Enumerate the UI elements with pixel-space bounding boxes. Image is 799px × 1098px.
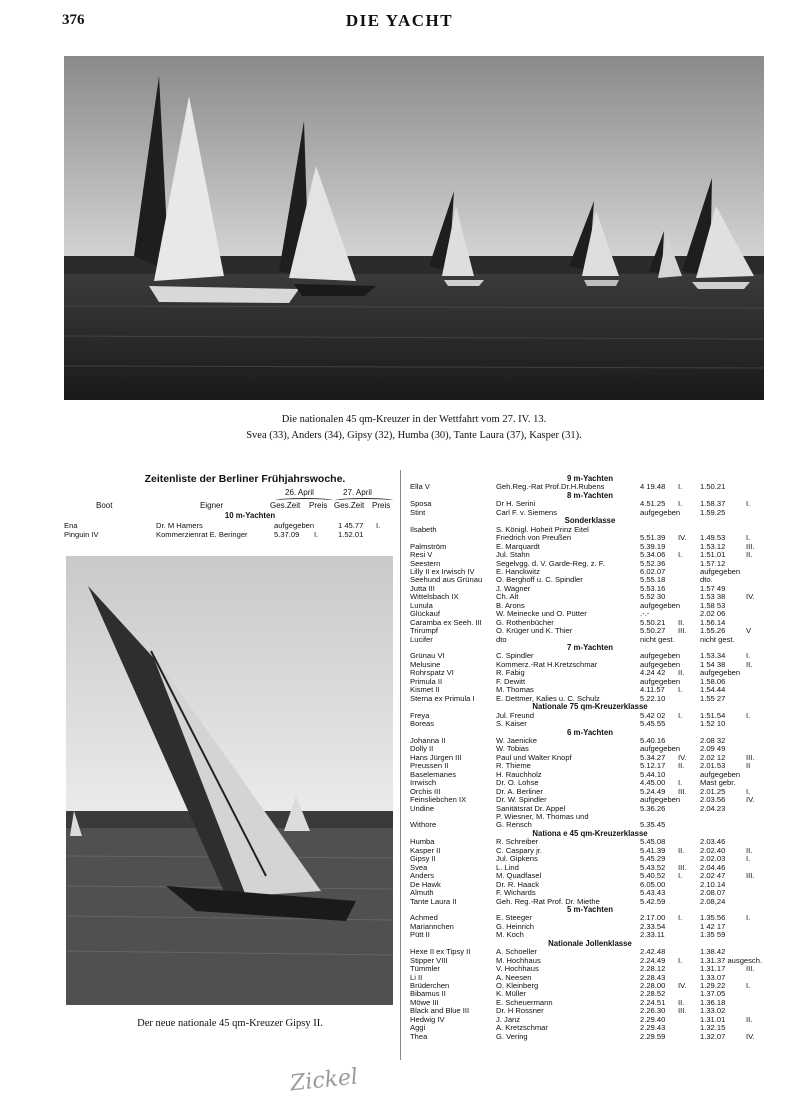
time-day1: 2.29.59 [640, 1031, 666, 1041]
owner: W. Meinecke und O. Pütter [496, 609, 587, 619]
place-day1: III. [678, 626, 687, 636]
time-day1: 5.44.10 [640, 769, 666, 779]
time-day2: 2.02 06 [700, 609, 726, 619]
time-day1: 5.50.27 [640, 626, 666, 636]
time-day2: aufgegeben [700, 668, 741, 678]
time-day1: 5.41.39 [640, 845, 666, 855]
owner: W. Jaenicke [496, 735, 537, 745]
place-day1: IV. [678, 981, 687, 990]
boat-name: Glückauf [410, 609, 440, 619]
boat-name: Pütt II [410, 930, 430, 940]
regatta-photo [64, 56, 764, 400]
owner: E. Hanckwitz [496, 566, 540, 576]
place-day2: I. [746, 913, 751, 923]
boat-name: Orchis III [410, 786, 441, 796]
owner: Dr. A. Berliner [496, 786, 543, 796]
time-day2: 1.57.12 [700, 558, 726, 568]
boat-name: Kasper II [410, 845, 441, 855]
time-day2: 1.36.18 [700, 997, 726, 1007]
time-day2: 1.33.07 [700, 972, 726, 982]
boat-name: Kismet II [410, 685, 440, 695]
boat-name: Withore [410, 820, 437, 830]
time-day2: 1 42 17 [700, 921, 726, 931]
time-day2: 1.52 10 [700, 719, 726, 729]
time-day2: nicht gest. [700, 634, 735, 644]
time-day1: 5.52 30 [640, 592, 666, 602]
place-day2: II [746, 761, 751, 771]
owner: K. Müller [496, 989, 526, 999]
owner: Carl F. v. Siemens [496, 507, 558, 517]
time-day2: 1.55 27 [700, 693, 726, 703]
place-day1: I. [678, 710, 683, 720]
time-day2: 1.58.37 [700, 499, 726, 509]
boat-name: Boreas [410, 719, 435, 729]
owner: F. Wichards [496, 888, 536, 898]
time-day2: 2.02.03 [700, 854, 726, 864]
place-day1: II. [678, 668, 685, 678]
section-10m: 10 m-Yachten [224, 511, 276, 520]
time-day1: 5.36.26 [640, 803, 666, 813]
boat-name: Ella V [410, 482, 430, 492]
boat-name: Möwe III [410, 997, 439, 1007]
place-day1: II. [678, 997, 685, 1007]
section-header: Nationale 75 qm-Kreuzerklasse [532, 702, 648, 712]
owner: R. Thieme [496, 761, 531, 771]
time-day1: aufgegeben [640, 795, 681, 805]
time-day2: 2.02 12 [700, 752, 726, 762]
boat-name: Palmström [410, 541, 447, 551]
place-day1: I. [678, 955, 683, 965]
time-day1: aufgegeben [640, 744, 681, 754]
time-day2: 2.09 49 [700, 744, 726, 754]
section-header: 8 m-Yachten [567, 490, 613, 500]
boat-name: Tümmler [410, 964, 440, 974]
boat-name: Ilsabeth [410, 524, 437, 534]
boat-name: Svea [410, 862, 428, 872]
owner: E. Dettmer, Kalies u. C. Schulz [496, 693, 600, 703]
time-day2: 1.58 53 [700, 600, 726, 610]
boat-name: Hexe II ex Tipsy II [410, 947, 471, 957]
owner: Sanitätsrat Dr. Appel [496, 803, 566, 813]
place-day2: I. [746, 786, 751, 796]
col-header-eigner: Eigner [200, 501, 224, 510]
owner: G. Vering [496, 1031, 528, 1041]
boat-name: Stint [410, 507, 426, 517]
owner: J. Wagner [496, 583, 531, 593]
owner: M. Thomas [496, 685, 534, 695]
time-day1: 2.42.48 [640, 947, 666, 957]
section-header: 6 m-Yachten [567, 727, 613, 737]
owner: P. Wiesner, M. Thomas und [496, 812, 589, 821]
results-table-right [410, 474, 770, 1064]
owner: E. Steeger [496, 913, 532, 923]
owner: C. Caspary jr. [496, 845, 542, 855]
time-day1: 5.12.17 [640, 761, 666, 771]
photo2-caption: Der neue nationale 45 qm-Kreuzer Gipsy II. [137, 1018, 323, 1029]
boat-name: Brüderchen [410, 981, 450, 990]
time-day1: 5.45.08 [640, 837, 666, 847]
owner: Jul. Stahn [496, 550, 530, 560]
time-day1: 2.33.11 [640, 930, 665, 940]
owner: M. Hochhaus [496, 955, 541, 965]
time-day1: 6.02.07 [640, 566, 666, 576]
boat-name: Johanna II [410, 735, 446, 745]
boat-name: Stipper VIII [410, 955, 448, 965]
boat-name: Dolly II [410, 744, 434, 754]
col-header-gesz1: Ges.Zeit [270, 501, 301, 510]
owner: A. Schoeller [496, 947, 537, 957]
results-table-title: Zeitenliste der Berliner Frühjahrswoche. [144, 473, 346, 485]
time-day1: .-.- [640, 609, 650, 619]
time-day1: 5.34.27 [640, 752, 666, 762]
time-day2: 1.50.21 [700, 482, 726, 492]
col-header-boot: Boot [96, 501, 113, 510]
col-header-gesz2: Ges.Zeit [334, 501, 365, 510]
time-day1: 5.50.21 [640, 617, 666, 627]
boat-name: Feinsliebchen IX [410, 795, 467, 805]
time-day2: 2.02 47 [700, 871, 726, 881]
place-day1: I. [678, 499, 683, 509]
owner: Jul. Gipkens [496, 854, 538, 864]
section-header: 5 m-Yachten [567, 904, 613, 914]
owner: E. Marquardt [496, 541, 540, 551]
time-day1: aufgegeben [640, 507, 681, 517]
time-day1: aufgegeben [640, 676, 681, 686]
time-day2: 2.08.07 [700, 888, 726, 898]
place-day2: III. [746, 964, 755, 974]
time-day1: 5.45.55 [640, 719, 666, 729]
place-day2: I. [746, 499, 751, 509]
gipsy-photo [66, 556, 393, 1005]
time-day1: nicht gest. [640, 634, 675, 644]
boat-name: Preussen II [410, 761, 449, 771]
time-day1: 2.28.00 [640, 981, 666, 990]
time-day2: 2.01.25 [700, 786, 726, 796]
boat-name: Resi V [410, 550, 433, 560]
place-day2: IV. [746, 592, 755, 602]
time-day1: 4 19.48 [640, 482, 666, 492]
page-number: 376 [62, 12, 85, 28]
time-day1: 4.45.00 [640, 778, 666, 788]
place-day2: II. [746, 550, 753, 560]
boat-name: Grünau VI [410, 651, 445, 661]
time-day2: 1.56.14 [700, 617, 726, 627]
place-day2: III. [746, 871, 755, 881]
owner: G. Heinrich [496, 921, 534, 931]
place-day2: III. [746, 541, 755, 551]
date-header-2: 27. April [343, 488, 372, 497]
time-day2: 1.38.42 [700, 947, 726, 957]
time-day2: 1.35.56 [700, 913, 726, 923]
time-day1: 5.35.45 [640, 820, 666, 830]
owner: C. Spindler [496, 651, 534, 661]
time-day1: aufgegeben [640, 600, 681, 610]
boat-name: Humba [410, 837, 435, 847]
place-day1: II. [678, 761, 685, 771]
time-day1: 5.43.43 [640, 888, 666, 898]
time-day2: 1 54 38 [700, 659, 726, 669]
time-day2: 2.01.53 [700, 761, 726, 771]
boat-name: Wittelsbach IX [410, 592, 459, 602]
boat-name: Seestern [410, 558, 441, 568]
owner: A. Neesen [496, 972, 532, 982]
owner: H. Rauchholz [496, 769, 542, 779]
time-day2: 1.32.15 [700, 1023, 726, 1033]
owner: O. Krüger und K. Thier [496, 626, 573, 636]
place-day2: I. [746, 854, 751, 864]
owner: Dr. W. Spindler [496, 795, 547, 805]
boat-name: Caramba ex Seeh. III [410, 617, 482, 627]
owner: Segelvgg. d. V. Garde-Reg. z. F. [496, 558, 605, 568]
owner: Geh.Reg.-Rat Prof.Dr.H.Rubens [496, 482, 605, 492]
time-day2: 1.37.05 [700, 989, 726, 999]
time-day2: 1.53.34 [700, 651, 726, 661]
time-day2: 2.04.23 [700, 803, 726, 813]
boat-name: Thea [410, 1031, 428, 1041]
time-day2: 2.03.56 [700, 795, 726, 805]
owner: S. Kaiser [496, 719, 527, 729]
time-day2: 1.53.12 [700, 541, 726, 551]
time-day1: 5.39.19 [640, 541, 666, 551]
time-day2: 1.55.26 [700, 626, 726, 636]
section-header: 7 m-Yachten [567, 643, 613, 652]
owner: Paul und Walter Knopf [496, 752, 572, 762]
time-day1: 5.53.16 [640, 583, 666, 593]
time-day1: 2.28.12 [640, 964, 666, 974]
owner: M. Koch [496, 930, 524, 940]
owner: F. Dewitt [496, 676, 526, 686]
boat-name: Seehund aus Grünau [410, 575, 483, 585]
time-day2: 2.03.46 [700, 837, 726, 847]
time-day1: 2.28.52 [640, 989, 666, 999]
boat-name: Gipsy II [410, 854, 436, 864]
boat-name: Primula II [410, 676, 443, 686]
boat-name: De Hawk [410, 879, 441, 889]
time-day2: 2.10.14 [700, 879, 726, 889]
owner: Jul. Freund [496, 710, 534, 720]
time-day1: 5.52.36 [640, 558, 666, 568]
place-day2: IV. [746, 795, 755, 805]
boat-name: Lunula [410, 600, 433, 610]
place-day2: II. [746, 845, 753, 855]
photo1-caption-line2: Svea (33), Anders (34), Gipsy (32), Humba (30), Tante Laura (37), Kasper (31). [246, 430, 582, 441]
place-day1: III. [678, 862, 687, 872]
time-day1: 2.28.43 [640, 972, 666, 982]
section-header: 9 m-Yachten [567, 474, 613, 483]
place-day1: I. [678, 550, 683, 560]
time-day2: 1.33.02 [700, 1006, 726, 1016]
time-day2: 2.04.46 [700, 862, 726, 872]
owner: G. Rensch [496, 820, 532, 830]
date-header-1: 26. April [285, 488, 314, 497]
time-day2: 1.59.25 [700, 507, 726, 517]
owner: A. Kretzschmar [496, 1023, 548, 1033]
owner: W. Tobias [496, 744, 529, 754]
owner: Geh. Reg.-Rat Prof. Dr. Miethe [496, 896, 600, 906]
handwritten-note: Zickel [288, 1064, 360, 1097]
place-day1: I. [678, 871, 683, 881]
place-day1: I. [678, 778, 683, 788]
time-day2: 1.49.53 [700, 533, 726, 543]
place-day1: IV. [678, 533, 687, 543]
place-day1: IV. [678, 752, 687, 762]
boat-name: Baselemanes [410, 769, 457, 779]
boat-name: Freya [410, 710, 430, 720]
owner: O. Berghoff u. C. Spindler [496, 575, 583, 585]
boat-name: Trirumpf [410, 626, 438, 636]
place-day1: I. [678, 913, 683, 923]
time-day1: 4.11.57 [640, 685, 665, 695]
boat-name: Irrwisch [410, 778, 437, 788]
boat-name: Lucifer [410, 634, 433, 644]
owner: Kommerz.-Rat H.Kretzschmar [496, 659, 598, 669]
time-day2: aufgegeben [700, 566, 741, 576]
time-day1: 2.24.49 [640, 955, 666, 965]
time-day2: 1.58.06 [700, 676, 726, 686]
boat-name: Sterna ex Primula I [410, 693, 475, 703]
time-day2: 1.54.44 [700, 685, 726, 695]
place-day1: I. [678, 685, 683, 695]
time-day1: 2.24.51 [640, 997, 666, 1007]
time-day2: 1.31.17 [700, 964, 726, 974]
time-day1: 5.51.39 [640, 533, 666, 543]
col-header-preis2: Preis [372, 501, 391, 510]
owner: S. Königl. Hoheit Prinz Eitel [496, 524, 589, 534]
time-day1: 5.42.59 [640, 896, 666, 906]
time-day1: 5.42 02 [640, 710, 666, 720]
boat-name: Anders [410, 871, 435, 881]
boat-name: Mariannchen [410, 921, 454, 931]
time-day2: 2.08 32 [700, 735, 726, 745]
owner: G. Rothenbücher [496, 617, 554, 627]
place-day2: II. [746, 659, 753, 669]
place-day2: I. [746, 710, 751, 720]
owner: Dr H. Serini [496, 499, 536, 509]
owner: B. Arons [496, 600, 525, 610]
owner: E. Scheuermann [496, 997, 553, 1007]
time-day1: 5.22.10 [640, 693, 666, 703]
time-day2: 1.51.54 [700, 710, 726, 720]
owner: L. Lind [496, 862, 519, 872]
boat-name: Sposa [410, 499, 432, 509]
time-day2: 1.32.07 [700, 1031, 726, 1041]
time-day1: 5.40.52 [640, 871, 666, 881]
time-day1: 5.34.06 [640, 550, 666, 560]
time-day2: dto. [700, 575, 713, 585]
time-day2: 2.08,24 [700, 896, 726, 906]
boat-name: Hedwig IV [410, 1014, 445, 1024]
photo1-caption-line1: Die nationalen 45 qm-Kreuzer in der Wettfahrt vom 27. IV. 13. [281, 414, 547, 425]
place-day1: II. [678, 617, 685, 627]
time-day2: 2.02.40 [700, 845, 726, 855]
place-day2: I. [746, 651, 751, 661]
owner: dto [496, 634, 507, 644]
place-day2: I. [746, 981, 751, 990]
place-day2: IV. [746, 1031, 755, 1041]
page-title: DIE YACHT [345, 11, 454, 30]
time-day1: 2.29.43 [640, 1023, 666, 1033]
owner: Dr. H Rossner [496, 1006, 544, 1016]
place-day2: V [746, 626, 752, 636]
time-day1: 2.26.30 [640, 1006, 666, 1016]
owner: V. Hochhaus [496, 964, 539, 974]
boat-name: Melusine [410, 659, 441, 669]
place-day1: III. [678, 786, 687, 796]
owner: R. Schreiber [496, 837, 539, 847]
time-day2: 1.53 38 [700, 592, 726, 602]
time-day1: 5.24.49 [640, 786, 666, 796]
time-day1: 5.40.16 [640, 735, 666, 745]
place-day1: II. [678, 845, 685, 855]
owner: Dr. O. Lohse [496, 778, 539, 788]
column-divider [400, 470, 401, 1060]
owner: R. Fabig [496, 668, 525, 678]
owner: M. Quadfasel [496, 871, 542, 881]
place-day1: III. [678, 1006, 687, 1016]
boat-name: Undine [410, 803, 435, 813]
owner: J. Janz [496, 1014, 521, 1024]
photo1-caption [64, 412, 764, 444]
time-day1: 2.33.54 [640, 921, 666, 931]
time-day1: 2.29.40 [640, 1014, 666, 1024]
boat-name: Rohrspatz VI [410, 668, 454, 678]
owner: Ch. Alt [496, 592, 519, 602]
boat-name: Hans Jürgen III [410, 752, 462, 762]
time-day1: 2.17.00 [640, 913, 666, 923]
owner: O. Kleinberg [496, 981, 539, 990]
time-day1: 5.43.52 [640, 862, 666, 872]
time-day1: aufgegeben [640, 651, 681, 661]
time-day2: aufgegeben [700, 769, 741, 779]
boat-name: Lilly II ex Irwisch IV [410, 566, 475, 576]
time-day2: 1.29.22 [700, 981, 726, 990]
time-day2: 1.31.01 [700, 1014, 726, 1024]
time-day1: aufgegeben [640, 659, 681, 669]
boat-name: Jutta III [410, 583, 435, 593]
section-header: Nationale Jollenklasse [548, 938, 632, 948]
owner: Dr. R. Haack [496, 879, 540, 889]
boat-name: Achmed [410, 913, 438, 923]
time-day2: Mast gebr. [700, 778, 736, 788]
section-header: Sonderklasse [564, 516, 616, 526]
time-day2: 1.35 59 [700, 930, 726, 940]
time-day2: 1.57 49 [700, 583, 726, 593]
boat-name: Almuth [410, 888, 434, 898]
boat-name: Black and Blue III [410, 1006, 470, 1016]
place-day2: I. [746, 533, 751, 543]
col-header-preis1: Preis [309, 501, 328, 510]
time-day2: 1.51.01 [700, 550, 726, 560]
time-day1: 4.24 42 [640, 668, 666, 678]
boat-name: Bibamus II [410, 989, 446, 999]
time-day1: 4.51.25 [640, 499, 666, 509]
place-day2: III. [746, 752, 755, 762]
time-day1: 5.55.18 [640, 575, 666, 585]
time-day1: 5.45.29 [640, 854, 666, 864]
boat-name: Li II [410, 972, 423, 982]
time-day1: 6.05.00 [640, 879, 666, 889]
owner: Friedrich von Preußen [496, 533, 572, 543]
boat-name: Aggi [410, 1023, 426, 1033]
place-day2: II. [746, 1014, 753, 1024]
section-header: Nationa e 45 qm-Kreuzerklasse [532, 828, 648, 838]
boat-name: Tante Laura II [410, 896, 457, 906]
time-day2: 1.31.37 ausgesch. [700, 955, 763, 965]
place-day1: I. [678, 482, 683, 492]
